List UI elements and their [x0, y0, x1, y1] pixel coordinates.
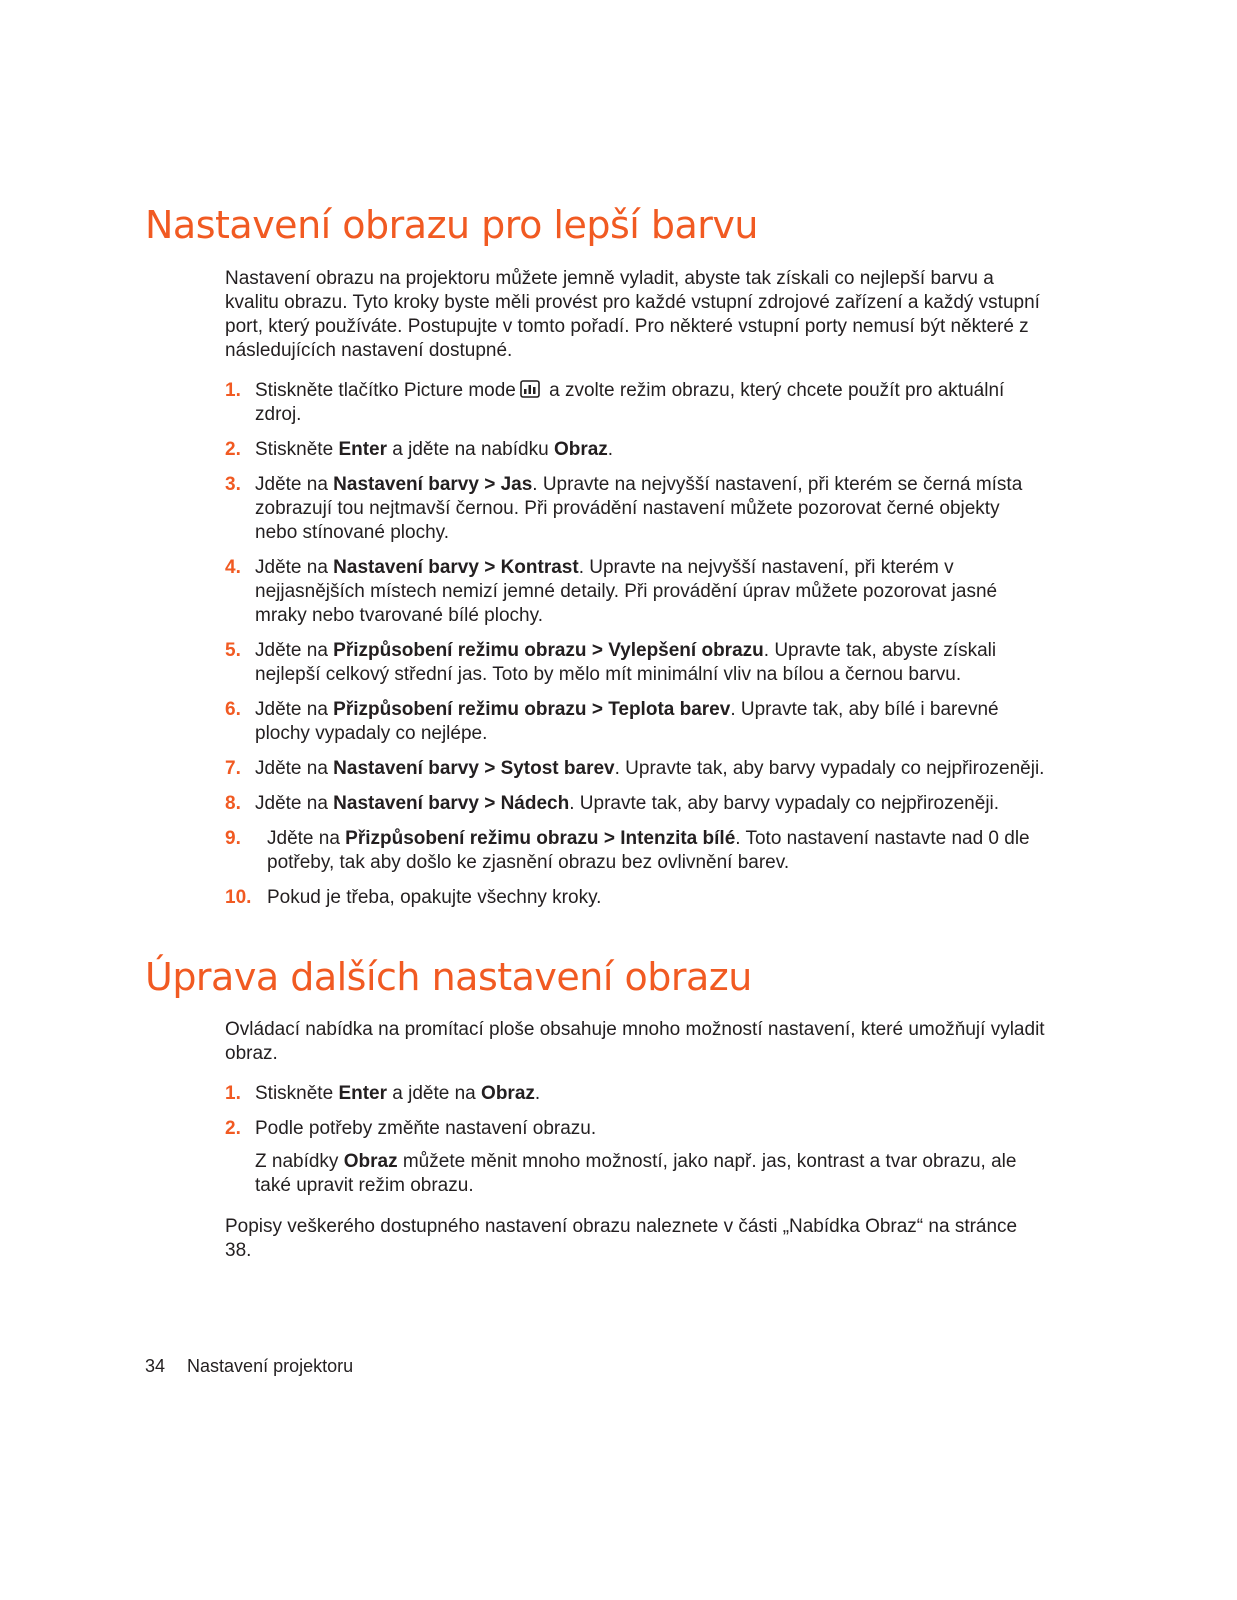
- step-4: [225, 556, 1045, 628]
- menu-term: Enter: [338, 439, 388, 460]
- step-text: . Upravte na nejvyšší nastavení, při kterém v nejjasnějších místech nemizí jemné detaily. Při provádění úprav můžete pozorovat jasné mraky nebo tvarované bílé plochy.: [255, 557, 998, 626]
- step-text: . Upravte tak, aby bílé i barevné plochy vypadaly co nejlépe.: [255, 699, 999, 744]
- page-number: 34: [145, 1356, 166, 1376]
- step-text: Stiskněte: [255, 439, 339, 460]
- step-text: Jděte na: [255, 699, 334, 720]
- step-number: 10.: [225, 887, 252, 908]
- menu-path: Přizpůsobení režimu obrazu > Vylepšení obrazu: [333, 640, 764, 661]
- step-7: [225, 757, 1045, 781]
- note-text: Z nabídky: [255, 1151, 344, 1172]
- step-5: [225, 639, 1045, 687]
- step-note: [255, 1150, 1045, 1198]
- step-text: .: [534, 1083, 541, 1104]
- section-heading-color: Nastavení obrazu pro lepší barvu: [145, 203, 759, 247]
- steps-list: [225, 379, 1045, 910]
- menu-term: Obraz: [553, 439, 608, 460]
- menu-term: Obraz: [481, 1083, 535, 1104]
- step-text: .: [607, 439, 614, 460]
- step-3: [225, 473, 1045, 545]
- step-number: 7.: [225, 758, 241, 779]
- step-text: . Toto nastavení nastavte nad 0 dle potřeby, tak aby došlo ke zjasnění obrazu bez ovlivnění barev.: [267, 828, 1030, 873]
- menu-term: Obraz: [343, 1151, 398, 1172]
- section-other-settings: [225, 1018, 1045, 1279]
- picture-mode-icon: [520, 380, 540, 398]
- step-number: 8.: [225, 793, 241, 814]
- step-text: Pokud je třeba, opakujte všechny kroky.: [267, 887, 602, 908]
- closing-paragraph: Popisy veškerého dostupného nastavení obrazu naleznete v části „Nabídka Obraz“ na stránce 38.: [225, 1216, 1018, 1261]
- step-6: [225, 698, 1045, 746]
- step-2: [225, 438, 1045, 462]
- section-color-settings: [225, 267, 1045, 921]
- step-text: a zvolte režim obrazu, který chcete použít pro aktuální zdroj.: [255, 380, 1005, 425]
- menu-path: Nastavení barvy > Sytost barev: [333, 758, 615, 779]
- menu-path: Nastavení barvy > Kontrast: [333, 557, 579, 578]
- page-footer: [145, 1356, 353, 1377]
- step-number: 3.: [225, 474, 241, 495]
- intro-paragraph: Nastavení obrazu na projektoru můžete jemně vyladit, abyste tak získali co nejlepší barvu a kvalitu obrazu. Tyto kroky byste měli provést pro každé vstupní zdrojové zařízení a každý vstupní port, který používáte. Postupujte v tomto pořadí. Pro některé vstupní porty nemusí být některé z následujících nastavení dostupné.: [225, 268, 1040, 361]
- step-text: . Upravte tak, abyste získali nejlepší celkový střední jas. Toto by mělo mít minimální vliv na bílou a černou barvu.: [255, 640, 997, 685]
- step-number: 9.: [225, 828, 241, 849]
- step-number: 2.: [225, 439, 241, 460]
- step-text: a jděte na nabídku: [387, 439, 554, 460]
- menu-path: Přizpůsobení režimu obrazu > Teplota barev: [333, 699, 731, 720]
- step-number: 1.: [225, 380, 241, 401]
- step-number: 6.: [225, 699, 241, 720]
- step-number: 5.: [225, 640, 241, 661]
- step-text: . Upravte tak, aby barvy vypadaly co nejpřirozeněji.: [569, 793, 1000, 814]
- section-heading-other: Úprava dalších nastavení obrazu: [145, 955, 752, 999]
- step-text: Jděte na: [267, 828, 346, 849]
- step-1: [225, 1082, 1045, 1106]
- step-2: [225, 1117, 1045, 1141]
- step-8: [225, 792, 1045, 816]
- step-number: 2.: [225, 1118, 241, 1139]
- note-text: můžete měnit mnoho možností, jako např. jas, kontrast a tvar obrazu, ale také upravit režim obrazu.: [255, 1151, 1017, 1196]
- step-text: Podle potřeby změňte nastavení obrazu.: [255, 1118, 597, 1139]
- step-text: Jděte na: [255, 557, 334, 578]
- step-text: Jděte na: [255, 793, 334, 814]
- menu-path: Přizpůsobení režimu obrazu > Intenzita bílé: [345, 828, 736, 849]
- step-text: . Upravte na nejvyšší nastavení, při kterém se černá místa zobrazují tou nejtmavší černou. Při provádění nastavení můžete pozorovat černé objekty nebo stínované plochy.: [255, 474, 1023, 543]
- step-text: Jděte na: [255, 474, 334, 495]
- step-10: [225, 886, 1045, 910]
- step-text: Stiskněte: [255, 1083, 339, 1104]
- menu-path: Nastavení barvy > Jas: [333, 474, 533, 495]
- step-9: [225, 827, 1045, 875]
- step-text: Stiskněte tlačítko Picture mode: [255, 380, 516, 401]
- step-text: a jděte na: [387, 1083, 482, 1104]
- step-number: 4.: [225, 557, 241, 578]
- menu-path: Nastavení barvy > Nádech: [333, 793, 570, 814]
- intro-paragraph: Ovládací nabídka na promítací ploše obsahuje mnoho možností nastavení, které umožňují vyladit obraz.: [225, 1019, 1045, 1064]
- step-text: Jděte na: [255, 758, 334, 779]
- step-1: [225, 379, 1045, 427]
- menu-term: Enter: [338, 1083, 388, 1104]
- steps-list: [225, 1082, 1045, 1141]
- step-text: . Upravte tak, aby barvy vypadaly co nejpřirozeněji.: [614, 758, 1045, 779]
- chapter-title: Nastavení projektoru: [187, 1356, 354, 1376]
- step-number: 1.: [225, 1083, 241, 1104]
- step-text: Jděte na: [255, 640, 334, 661]
